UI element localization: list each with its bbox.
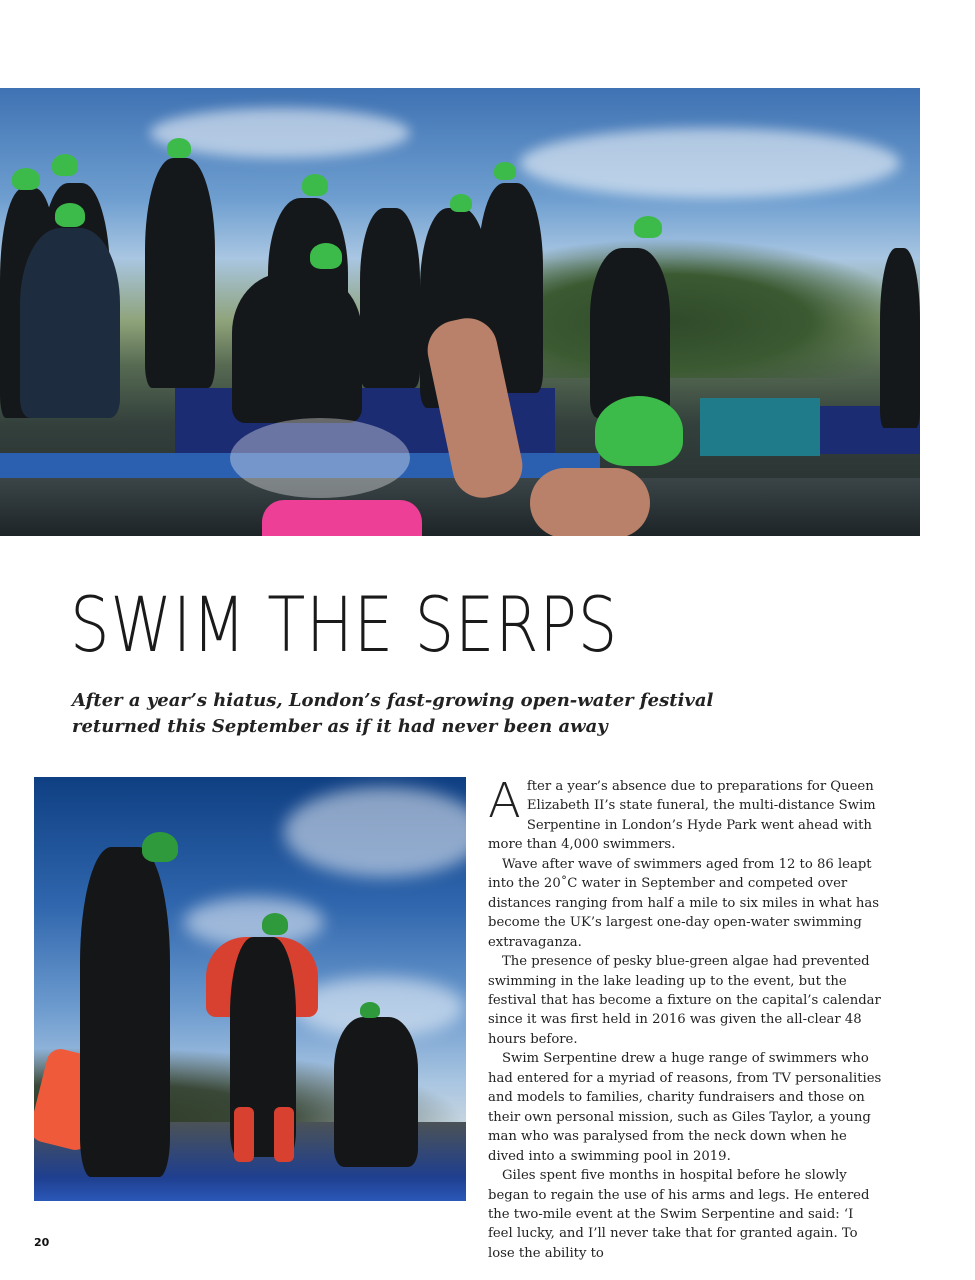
article-title: SWIM THE SERPS	[70, 580, 619, 669]
swimmer-figure	[145, 158, 215, 388]
swim-cap	[142, 832, 178, 862]
swimmer-face	[530, 468, 650, 536]
swimmer-silhouette	[80, 847, 170, 1177]
swim-cap	[634, 216, 662, 238]
swim-cap	[12, 168, 40, 190]
pontoon-photo	[34, 777, 466, 1201]
swim-cap	[302, 174, 328, 196]
body-paragraph: Wave after wave of swimmers aged from 12 to 86 leapt into the 20˚C water in September and competed over distances ranging from half a mile to six miles in what has become the UK’s largest one-day open-water swimming extravaganza.	[488, 856, 880, 950]
swim-cap	[310, 243, 342, 269]
swim-cap	[360, 1002, 380, 1018]
swimmer-figure	[360, 208, 420, 388]
swim-cap	[52, 154, 78, 176]
hero-photo	[0, 88, 920, 536]
swim-cap-foreground	[595, 396, 683, 466]
drop-cap: A	[488, 773, 521, 829]
swim-cap	[262, 913, 288, 935]
wetsuit-red-leg	[234, 1107, 254, 1162]
swim-cap	[450, 194, 472, 212]
body-paragraph	[488, 773, 882, 855]
article-standfirst: After a year’s hiatus, London’s fast-growing open-water festival returned this September as if it had never been away	[72, 690, 714, 737]
water-splash	[230, 418, 410, 498]
swimmer-silhouette	[334, 1017, 418, 1167]
cloud	[520, 128, 900, 198]
page-number: 20	[34, 1236, 50, 1249]
body-paragraph: The presence of pesky blue-green algae had prevented swimming in the lake leading up to the event, but the festival that has become a fixture on the capital’s calendar since it was first held in 2016 was given the all-clear 48 hours before.	[488, 954, 881, 1047]
paragraph-text: fter a year’s absence due to preparations for Queen Elizabeth II’s state funeral, the multi-distance Swim Serpentine in London’s Hyde Park went ahead with more than 4,000 swimmers.	[488, 779, 876, 853]
swim-cap	[55, 203, 85, 227]
tree-line	[500, 238, 920, 378]
pink-tow-float	[262, 500, 422, 536]
swimmer-figure	[232, 273, 362, 423]
article-body	[488, 773, 882, 1263]
cloud	[284, 787, 466, 877]
swimmer-figure	[880, 248, 920, 428]
swim-cap	[167, 138, 191, 158]
sponsor-banner	[700, 398, 820, 456]
body-paragraph: Giles spent five months in hospital before he slowly began to regain the use of his arms and legs. He entered the two-mile event at the Swim Serpentine and said: ‘I feel lucky, and I’ll never take that for granted again. To lose the ability to	[488, 1168, 870, 1261]
swim-cap	[494, 162, 516, 180]
swimmer-figure	[590, 248, 670, 418]
wetsuit-red-leg	[274, 1107, 294, 1162]
body-paragraph: Swim Serpentine drew a huge range of swimmers who had entered for a myriad of reasons, from TV personalities and models to families, charity fundraisers and those on their own personal mission, such as Giles Taylor, a young man who was paralysed from the neck down when he dived into a swimming pool in 2019.	[488, 1051, 882, 1164]
swimmer-figure	[20, 228, 120, 418]
